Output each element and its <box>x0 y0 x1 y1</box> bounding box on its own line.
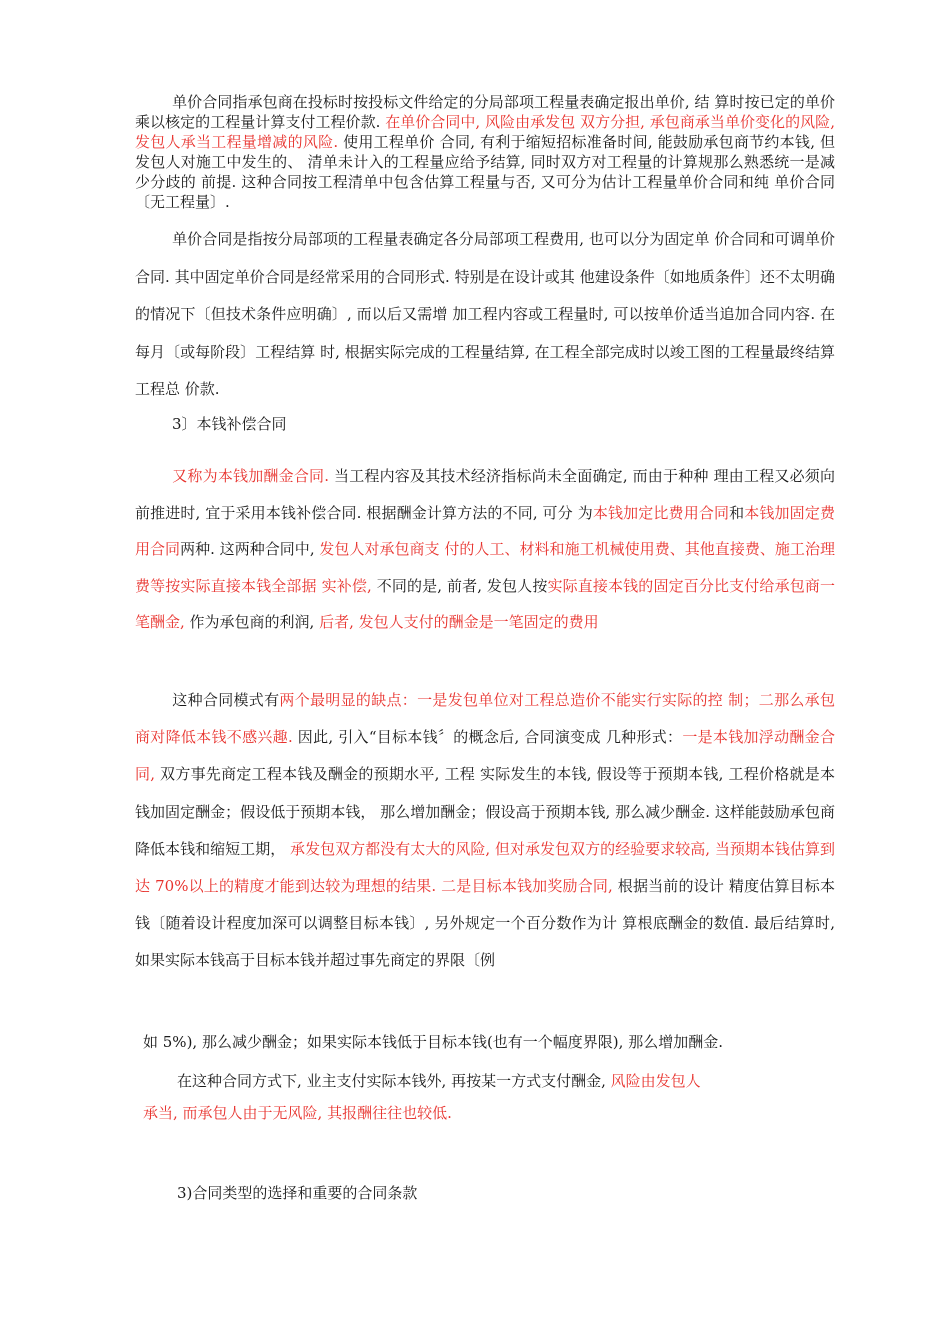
text-run: 这种合同模式有 <box>172 691 280 709</box>
paragraph-unit-price-definition <box>135 221 835 409</box>
paragraph-cost-plus-contract <box>135 458 835 641</box>
highlight-run: 风险由发包人 <box>610 1072 701 1090</box>
text-run: 因此, 引入“目标本钱〞的概念后, 合同演变成 几种形式： <box>292 728 683 747</box>
section-heading-contract-selection: 3)合同类型的选择和重要的合同条款 <box>177 1184 418 1202</box>
text-line-fee-adjustment: 如 5%), 那么减少酬金；如果实际本钱低于目标本钱(也有一个幅度界限), 那么增加酬金. <box>143 1033 723 1051</box>
highlight-run: 实际直接本钱的固定百分比支付给承包商一笔酬金, <box>135 576 835 631</box>
text-run: 根据当前的设计 精度估算目标本钱〔随着设计程度加深可以调整目标本钱〕, 另外规定一个百分数作为计 算根底酬金的数值. 最后结算时, 如果实际本钱高于目标本钱并超过事先商定的界限〔例 <box>135 877 835 970</box>
highlight-run: 发包人对承包商支 付的人工、材料和施工机械使用费、其他直接费、施工治理费等按实际直接本钱全部据 实补偿, <box>135 540 835 595</box>
highlight-run: 两个最明显的缺点：一是发包单位对工程总造价不能实行实际的控 制；二那么承包商对降低本钱不感兴趣. <box>135 691 835 747</box>
text-run: 两种. 这两种合同中, <box>180 540 320 558</box>
highlight-run: 又称为本钱加酬金合同. <box>172 467 330 485</box>
text-run: 单价合同是指按分局部项的工程量表确定各分局部项工程费用, 也可以分为固定单 价合同和可调单价合同. 其中固定单价合同是经常采用的合同形式. 特别是在设计或其 他建设条件〔如地质条件〕还不太明确的情况下〔但技术条件应明确〕, 而以后又需增 加工程内容或工程量时, 可以按单价适当追加合同内容. 在每月〔或每阶段〕工程结算 时, 根据实际完成的工程量结算, 在工程全部完成时以竣工图的工程量最终结算工程总 价款. <box>135 230 835 398</box>
text-run: 和 <box>729 503 745 522</box>
paragraph-unit-price-contract <box>135 92 835 212</box>
text-run: 使用工程单价 合同, 有利于缩短招标准备时间, 能鼓励承包商节约本钱, 但发包人对施工中发生的、 清单未计入的工程量应给予结算, 同时双方对工程量的计算规那么熟悉统一是减少分歧的 前提. 这种合同按工程清单中包含估算工程量与否, 又可分为估计工程量单价合同和纯 单价合同〔无工程量〕. <box>135 133 835 211</box>
text-line-owner-payment <box>177 1071 701 1091</box>
text-line-risk-conclusion: 承当, 而承包人由于无风险, 其报酬往往也较低. <box>143 1104 452 1122</box>
text-run: 作为承包商的利润, <box>184 613 320 631</box>
text-run: 单价合同指承包商在投标时按投标文件给定的分局部项工程量表确定报出单价, 结 算时按已定的单价乘以核定的工程量计算支付工程价款. <box>135 93 835 131</box>
text-run: 在这种合同方式下, 业主支付实际本钱外, 再按某一方式支付酬金, <box>177 1072 611 1090</box>
text-run: 当工程内容及其技术经济指标尚未全面确定, 而由于种种 理由工程又必须向前推进时, 宜于采用本钱补偿合同. 根据酬金计算方法的不同, 可分 为 <box>135 467 835 522</box>
text-run: 不同的是, 前者, 发包人按 <box>371 576 548 595</box>
text-run: 双方事先商定工程本钱及酬金的预期水平, 工程 实际发生的本钱, 假设等于预期本钱, 工程价格就是本钱加固定酬金；假设低于预期本钱， 那么增加酬金；假设高于预期本钱, 那么减少酬金. 这样能鼓励承包商降低本钱和缩短工期， <box>135 765 835 858</box>
section-heading-cost-reimbursement: 3〕本钱补偿合同 <box>172 415 287 433</box>
highlight-run: 后者, 发包人支付的酬金是一笔固定的费用 <box>319 613 599 631</box>
highlight-run: 本钱加固定费用合同 <box>135 503 835 558</box>
highlight-run: 一是本钱加浮动酬金合同, <box>135 728 835 784</box>
highlight-run: 承发包双方都没有太大的风险, 但对承发包双方的经验要求较高, 当预期本钱估算到达 70%以上的精度才能到达较为理想的结果. 二是目标本钱加奖励合同, <box>135 839 835 896</box>
highlight-run: 在单价合同中, 风险由承发包 双方分担, 承包商承当单价变化的风险, 发包人承当工程量增减的风险. <box>135 113 835 151</box>
paragraph-contract-drawbacks <box>135 682 835 980</box>
highlight-run: 本钱加定比费用合同 <box>592 503 730 522</box>
